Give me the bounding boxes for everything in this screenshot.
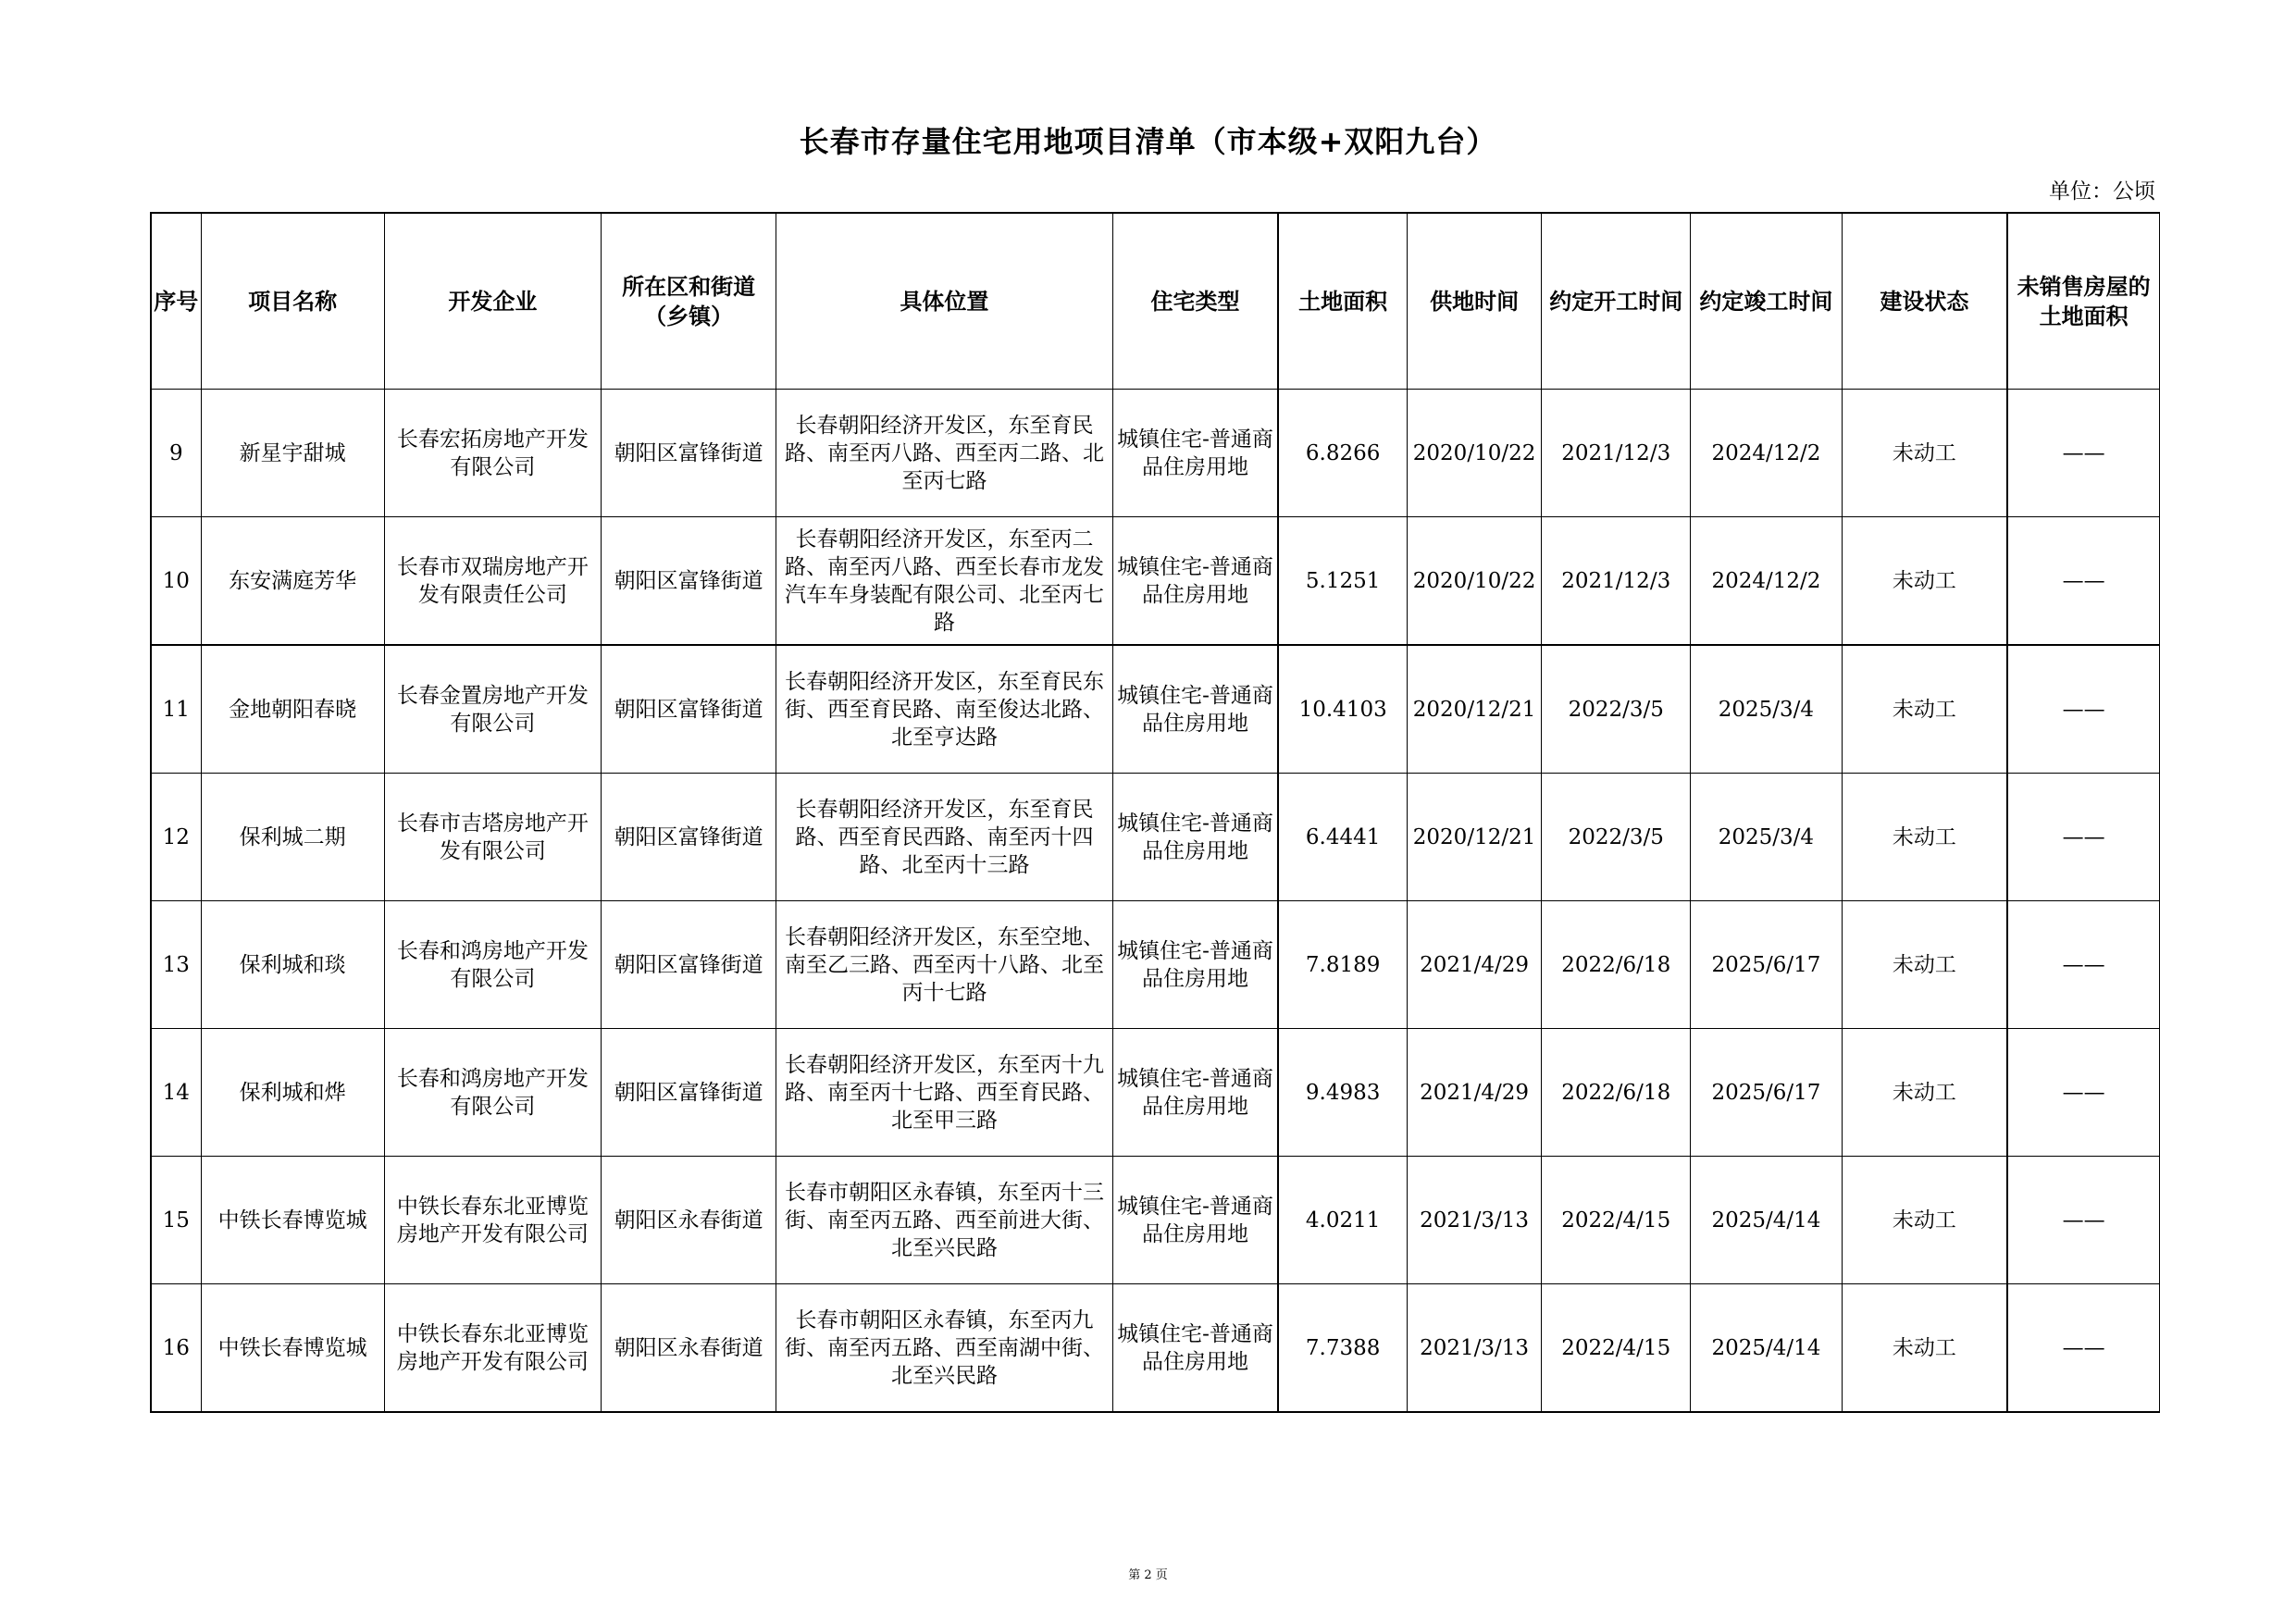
cell-unsold-area: —— — [2007, 774, 2159, 901]
cell-area: 7.8189 — [1278, 901, 1407, 1029]
cell-supply-time: 2021/4/29 — [1408, 901, 1542, 1029]
cell-start-time: 2022/6/18 — [1542, 901, 1691, 1029]
cell-name: 金地朝阳春晓 — [201, 645, 384, 774]
cell-seq: 11 — [151, 645, 201, 774]
cell-start-time: 2022/3/5 — [1542, 645, 1691, 774]
cell-type: 城镇住宅-普通商品住房用地 — [1112, 390, 1278, 517]
cell-status: 未动工 — [1842, 390, 2007, 517]
cell-seq: 12 — [151, 774, 201, 901]
cell-developer: 长春金置房地产开发有限公司 — [384, 645, 601, 774]
cell-area: 6.4441 — [1278, 774, 1407, 901]
cell-location: 长春朝阳经济开发区，东至空地、南至乙三路、西至丙十八路、北至丙十七路 — [776, 901, 1112, 1029]
table-row — [151, 517, 2160, 646]
cell-location: 长春朝阳经济开发区，东至育民路、南至丙八路、西至丙二路、北至丙七路 — [776, 390, 1112, 517]
cell-status: 未动工 — [1842, 901, 2007, 1029]
cell-name: 保利城二期 — [201, 774, 384, 901]
header-district: 所在区和街道（乡镇） — [602, 213, 776, 390]
cell-location: 长春朝阳经济开发区，东至丙二路、南至丙八路、西至长春市龙发汽车车身装配有限公司、北至丙七路 — [776, 517, 1112, 646]
cell-area: 10.4103 — [1278, 645, 1407, 774]
cell-start-time: 2022/4/15 — [1542, 1284, 1691, 1413]
cell-seq: 9 — [151, 390, 201, 517]
cell-unsold-area: —— — [2007, 901, 2159, 1029]
cell-end-time: 2025/6/17 — [1691, 901, 1842, 1029]
cell-supply-time: 2020/12/21 — [1408, 645, 1542, 774]
cell-end-time: 2025/4/14 — [1691, 1284, 1842, 1413]
cell-unsold-area: —— — [2007, 390, 2159, 517]
cell-district: 朝阳区永春街道 — [602, 1284, 776, 1413]
cell-status: 未动工 — [1842, 1029, 2007, 1157]
cell-developer: 长春市吉塔房地产开发有限公司 — [384, 774, 601, 901]
cell-end-time: 2025/3/4 — [1691, 774, 1842, 901]
cell-developer: 长春和鸿房地产开发有限公司 — [384, 901, 601, 1029]
cell-type: 城镇住宅-普通商品住房用地 — [1112, 1157, 1278, 1284]
cell-district: 朝阳区富锋街道 — [602, 901, 776, 1029]
cell-district: 朝阳区富锋街道 — [602, 517, 776, 646]
land-project-table — [150, 212, 2160, 1413]
cell-start-time: 2021/12/3 — [1542, 517, 1691, 646]
cell-supply-time: 2021/3/13 — [1408, 1157, 1542, 1284]
header-status: 建设状态 — [1842, 213, 2007, 390]
cell-unsold-area: —— — [2007, 1284, 2159, 1413]
cell-type: 城镇住宅-普通商品住房用地 — [1112, 774, 1278, 901]
cell-district: 朝阳区富锋街道 — [602, 390, 776, 517]
table-row — [151, 774, 2160, 901]
cell-location: 长春朝阳经济开发区，东至育民东街、西至育民路、南至俊达北路、北至亨达路 — [776, 645, 1112, 774]
page-title: 长春市存量住宅用地项目清单（市本级+双阳九台） — [799, 124, 1497, 159]
cell-start-time: 2021/12/3 — [1542, 390, 1691, 517]
cell-name: 中铁长春博览城 — [201, 1157, 384, 1284]
cell-start-time: 2022/4/15 — [1542, 1157, 1691, 1284]
cell-supply-time: 2020/10/22 — [1408, 517, 1542, 646]
cell-name: 东安满庭芳华 — [201, 517, 384, 646]
cell-area: 9.4983 — [1278, 1029, 1407, 1157]
header-developer: 开发企业 — [384, 213, 601, 390]
header-type: 住宅类型 — [1112, 213, 1278, 390]
cell-developer: 中铁长春东北亚博览房地产开发有限公司 — [384, 1157, 601, 1284]
table-row — [151, 645, 2160, 774]
cell-seq: 14 — [151, 1029, 201, 1157]
cell-supply-time: 2021/4/29 — [1408, 1029, 1542, 1157]
cell-district: 朝阳区富锋街道 — [602, 1029, 776, 1157]
cell-supply-time: 2021/3/13 — [1408, 1284, 1542, 1413]
cell-location: 长春市朝阳区永春镇，东至丙十三街、南至丙五路、西至前进大街、北至兴民路 — [776, 1157, 1112, 1284]
cell-end-time: 2025/4/14 — [1691, 1157, 1842, 1284]
cell-district: 朝阳区富锋街道 — [602, 645, 776, 774]
cell-type: 城镇住宅-普通商品住房用地 — [1112, 1029, 1278, 1157]
cell-start-time: 2022/3/5 — [1542, 774, 1691, 901]
cell-name: 保利城和琰 — [201, 901, 384, 1029]
table-row — [151, 901, 2160, 1029]
cell-type: 城镇住宅-普通商品住房用地 — [1112, 1284, 1278, 1413]
header-unsold-area: 未销售房屋的土地面积 — [2007, 213, 2159, 390]
cell-location: 长春朝阳经济开发区，东至育民路、西至育民西路、南至丙十四路、北至丙十三路 — [776, 774, 1112, 901]
header-seq: 序号 — [151, 213, 201, 390]
cell-unsold-area: —— — [2007, 645, 2159, 774]
cell-type: 城镇住宅-普通商品住房用地 — [1112, 517, 1278, 646]
cell-end-time: 2024/12/2 — [1691, 517, 1842, 646]
cell-unsold-area: —— — [2007, 1029, 2159, 1157]
header-area: 土地面积 — [1278, 213, 1407, 390]
cell-supply-time: 2020/12/21 — [1408, 774, 1542, 901]
cell-end-time: 2025/6/17 — [1691, 1029, 1842, 1157]
cell-location: 长春朝阳经济开发区，东至丙十九路、南至丙十七路、西至育民路、北至甲三路 — [776, 1029, 1112, 1157]
header-location: 具体位置 — [776, 213, 1112, 390]
header-supply-time: 供地时间 — [1408, 213, 1542, 390]
cell-status: 未动工 — [1842, 1157, 2007, 1284]
cell-name: 新星宇甜城 — [201, 390, 384, 517]
cell-developer: 长春和鸿房地产开发有限公司 — [384, 1029, 601, 1157]
table-row — [151, 1157, 2160, 1284]
cell-developer: 中铁长春东北亚博览房地产开发有限公司 — [384, 1284, 601, 1413]
cell-seq: 15 — [151, 1157, 201, 1284]
cell-developer: 长春宏拓房地产开发有限公司 — [384, 390, 601, 517]
unit-label: 单位：公顷 — [2049, 180, 2155, 204]
cell-type: 城镇住宅-普通商品住房用地 — [1112, 901, 1278, 1029]
cell-status: 未动工 — [1842, 1284, 2007, 1413]
cell-status: 未动工 — [1842, 517, 2007, 646]
cell-area: 6.8266 — [1278, 390, 1407, 517]
cell-unsold-area: —— — [2007, 517, 2159, 646]
cell-seq: 10 — [151, 517, 201, 646]
table-row — [151, 1284, 2160, 1413]
header-start-time: 约定开工时间 — [1542, 213, 1691, 390]
cell-seq: 13 — [151, 901, 201, 1029]
cell-area: 7.7388 — [1278, 1284, 1407, 1413]
header-end-time: 约定竣工时间 — [1691, 213, 1842, 390]
cell-supply-time: 2020/10/22 — [1408, 390, 1542, 517]
table-row — [151, 390, 2160, 517]
table-header-row — [151, 213, 2160, 390]
cell-district: 朝阳区永春街道 — [602, 1157, 776, 1284]
page-number: 第 2 页 — [1128, 1568, 1168, 1582]
cell-name: 保利城和烨 — [201, 1029, 384, 1157]
cell-end-time: 2025/3/4 — [1691, 645, 1842, 774]
cell-district: 朝阳区富锋街道 — [602, 774, 776, 901]
cell-status: 未动工 — [1842, 645, 2007, 774]
table-row — [151, 1029, 2160, 1157]
cell-unsold-area: —— — [2007, 1157, 2159, 1284]
cell-name: 中铁长春博览城 — [201, 1284, 384, 1413]
cell-area: 4.0211 — [1278, 1157, 1407, 1284]
header-name: 项目名称 — [201, 213, 384, 390]
cell-area: 5.1251 — [1278, 517, 1407, 646]
cell-end-time: 2024/12/2 — [1691, 390, 1842, 517]
cell-seq: 16 — [151, 1284, 201, 1413]
cell-location: 长春市朝阳区永春镇，东至丙九街、南至丙五路、西至南湖中街、北至兴民路 — [776, 1284, 1112, 1413]
cell-start-time: 2022/6/18 — [1542, 1029, 1691, 1157]
cell-status: 未动工 — [1842, 774, 2007, 901]
cell-type: 城镇住宅-普通商品住房用地 — [1112, 645, 1278, 774]
cell-developer: 长春市双瑞房地产开发有限责任公司 — [384, 517, 601, 646]
